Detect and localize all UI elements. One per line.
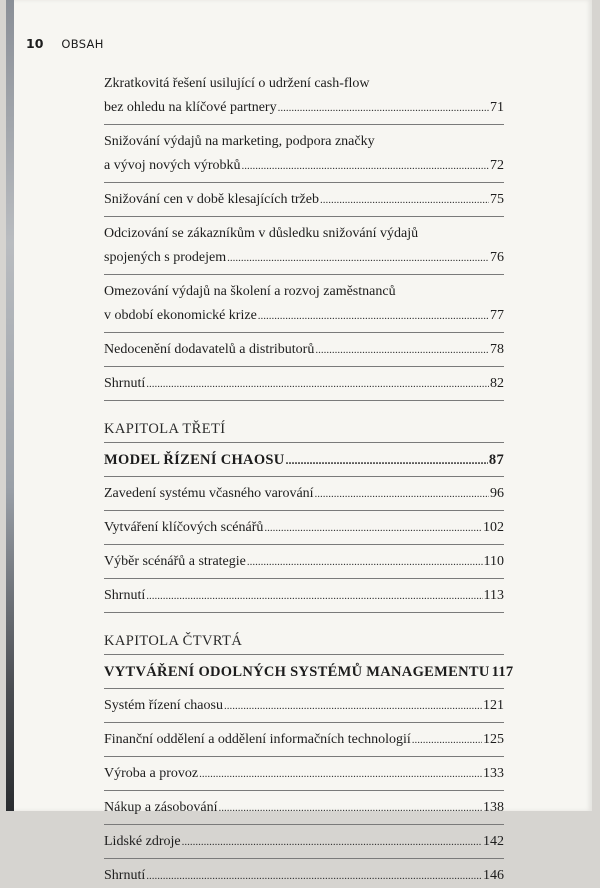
leader-dots: [199, 762, 482, 786]
leader-dots: [182, 830, 482, 854]
toc-entry: [104, 482, 504, 506]
chapter-label: KAPITOLA TŘETÍ: [104, 421, 226, 437]
toc-entry-page: 78: [490, 342, 504, 357]
toc-entry-page: 125: [483, 732, 504, 747]
toc-entry-text: Shrnutí: [104, 588, 146, 603]
toc-entry: [104, 584, 504, 608]
toc-entry: [104, 830, 504, 854]
page-edge: [6, 0, 14, 811]
divider: [104, 612, 504, 613]
leader-dots: [247, 550, 483, 574]
leader-dots: [224, 694, 482, 718]
leader-dots: [219, 796, 482, 820]
toc-entry-text: bez ohledu na klíčové partnery: [104, 100, 277, 115]
toc-entry-text: Shrnutí: [104, 376, 146, 391]
toc-entry-page: 121: [483, 698, 504, 713]
toc-entry-text: Finanční oddělení a oddělení informačních technologií: [104, 732, 411, 747]
chapter-title: [104, 448, 504, 472]
leader-dots: [241, 154, 489, 178]
toc-entry-page: 113: [483, 588, 504, 603]
toc-entry-page: 72: [490, 158, 504, 173]
divider: [104, 756, 504, 757]
toc-entry-text: spojených s prodejem: [104, 250, 227, 265]
divider: [104, 790, 504, 791]
page-number: 10: [26, 36, 44, 51]
table-of-contents: [104, 72, 514, 888]
toc-entry-text: Snižování cen v době klesajících tržeb: [104, 192, 319, 207]
toc-entry-page: 77: [490, 308, 504, 323]
toc-entry-page: 142: [483, 834, 504, 849]
book-page: [6, 0, 592, 883]
toc-entry: [104, 796, 504, 820]
divider: [104, 400, 504, 401]
divider: [104, 216, 504, 217]
leader-dots: [315, 338, 489, 362]
divider: [104, 124, 504, 125]
running-title: OBSAH: [61, 37, 104, 51]
toc-entry-page: 71: [490, 100, 504, 115]
page-header: [26, 36, 104, 51]
toc-entry-page: 110: [483, 554, 504, 569]
divider: [104, 442, 504, 443]
toc-entry-page: 146: [483, 868, 504, 883]
toc-entry: [104, 280, 504, 328]
toc-entry: [104, 130, 504, 178]
toc-entry-text: v období ekonomické krize: [104, 308, 257, 323]
chapter-title: [104, 660, 514, 684]
toc-entry: [104, 762, 504, 786]
toc-entry: [104, 728, 504, 752]
toc-entry-page: 76: [490, 250, 504, 265]
toc-entry-text: Zavedení systému včasného varování: [104, 486, 314, 501]
chapter-title-page: 87: [488, 452, 504, 468]
toc-entry-text-line1: Snižování výdajů na marketing, podpora značky: [104, 134, 375, 149]
toc-entry-text-line1: Odcizování se zákazníkům v důsledku snižování výdajů: [104, 226, 419, 241]
leader-dots: [264, 516, 482, 540]
toc-entry-text: Nedocenění dodavatelů a distributorů: [104, 342, 315, 357]
divider: [104, 824, 504, 825]
leader-dots: [258, 304, 489, 328]
toc-entry-page: 133: [483, 766, 504, 781]
chapter-title-page: 117: [491, 664, 514, 680]
toc-entry: [104, 694, 504, 718]
leader-dots: [412, 728, 482, 752]
divider: [104, 578, 504, 579]
divider: [104, 858, 504, 859]
toc-entry-text-line1: Omezování výdajů na školení a rozvoj zaměstnanců: [104, 284, 396, 299]
toc-entry-text: Shrnutí: [104, 868, 146, 883]
chapter-title-text: VYTVÁŘENÍ ODOLNÝCH SYSTÉMŮ MANAGEMENTU: [104, 664, 490, 680]
divider: [104, 332, 504, 333]
toc-entry: [104, 372, 504, 396]
toc-entry-page: 102: [483, 520, 504, 535]
toc-entry-text: Nákup a zásobování: [104, 800, 218, 815]
toc-entry: [104, 338, 504, 362]
toc-entry-text: Systém řízení chaosu: [104, 698, 223, 713]
leader-dots: [146, 584, 482, 608]
divider: [104, 510, 504, 511]
leader-dots: [278, 96, 489, 120]
divider: [104, 654, 504, 655]
divider: [104, 722, 504, 723]
divider: [104, 274, 504, 275]
leader-dots: [315, 482, 489, 506]
leader-dots: [227, 246, 489, 270]
toc-entry-page: 96: [490, 486, 504, 501]
toc-entry: [104, 72, 504, 120]
toc-entry: [104, 550, 504, 574]
toc-entry-text-line1: Zkratkovitá řešení usilující o udržení cash-flow: [104, 76, 370, 91]
divider: [104, 688, 504, 689]
divider: [104, 544, 504, 545]
divider: [104, 366, 504, 367]
toc-entry: [104, 516, 504, 540]
toc-entry-text: a vývoj nových výrobků: [104, 158, 241, 173]
divider: [104, 476, 504, 477]
toc-entry: [104, 222, 504, 270]
divider: [104, 182, 504, 183]
toc-entry-text: Vytváření klíčových scénářů: [104, 520, 264, 535]
toc-entry: [104, 864, 504, 888]
leader-dots: [286, 448, 488, 472]
toc-entry-page: 75: [490, 192, 504, 207]
chapter-label: KAPITOLA ČTVRTÁ: [104, 633, 243, 649]
leader-dots: [320, 188, 489, 212]
toc-entry-text: Výběr scénářů a strategie: [104, 554, 246, 569]
toc-entry-text: Lidské zdroje: [104, 834, 181, 849]
leader-dots: [146, 864, 482, 888]
toc-entry-page: 82: [490, 376, 504, 391]
toc-entry-page: 138: [483, 800, 504, 815]
leader-dots: [146, 372, 489, 396]
toc-entry: [104, 188, 504, 212]
chapter-title-text: MODEL ŘÍZENÍ CHAOSU: [104, 452, 285, 468]
toc-entry-text: Výroba a provoz: [104, 766, 199, 781]
